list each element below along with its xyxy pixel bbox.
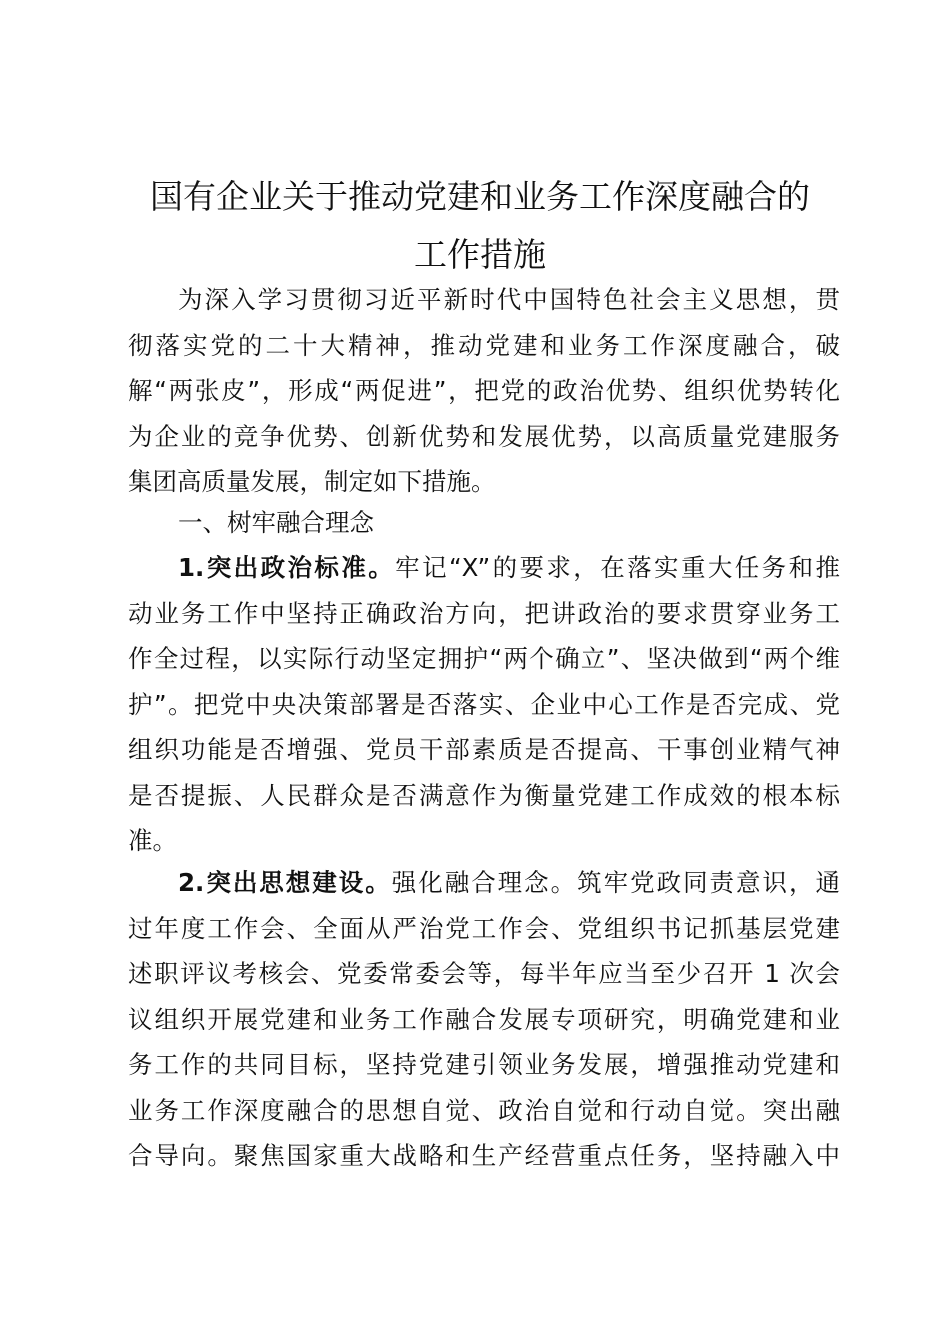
item-2-line: 议组织开展党建和业务工作融合发展专项研究，明确党建和业	[128, 1004, 840, 1034]
item-1-line: 准。	[128, 826, 177, 855]
document-title	[110, 168, 850, 284]
item-2-line: 述职评议考核会、党委常委会等，每半年应当至少召开 1 次会	[128, 959, 840, 988]
item-1-first-line	[128, 545, 840, 591]
item-2-line: 业务工作深度融合的思想自觉、政治自觉和行动自觉。突出融	[128, 1095, 840, 1125]
item-1-line: 组织功能是否增强、党员干部素质是否提高、干事创业精气神	[128, 735, 840, 764]
intro-line: 为深入学习贯彻习近平新时代中国特色社会主义思想，贯	[178, 285, 840, 314]
title-line-2: 工作措施	[414, 235, 546, 274]
item-1-paragraph	[128, 545, 840, 864]
item-2-label: 2.突出思想建设。	[178, 868, 392, 897]
item-2-first-text: 强化融合理念。筑牢党政同责意识，通	[391, 868, 840, 897]
intro-line: 集团高质量发展，制定如下措施。	[128, 467, 496, 496]
item-1-label: 1.突出政治标准。	[178, 553, 396, 582]
item-1-line: 动业务工作中坚持正确政治方向，把讲政治的要求贯穿业务工	[128, 598, 840, 628]
item-2-line: 过年度工作会、全面从严治党工作会、党组织书记抓基层党建	[128, 913, 840, 943]
item-2-paragraph	[128, 860, 840, 1179]
item-1-first-text: 牢记“X”的要求，在落实重大任务和推	[395, 553, 840, 582]
item-1-line: 护”。把党中央决策部署是否落实、企业中心工作是否完成、党	[128, 689, 840, 719]
section-heading-text: 一、树牢融合理念	[178, 508, 374, 537]
intro-line: 彻落实党的二十大精神，推动党建和业务工作深度融合，破	[128, 330, 840, 360]
intro-paragraph	[128, 277, 840, 505]
title-line-1: 国有企业关于推动党建和业务工作深度融合的	[150, 177, 810, 216]
intro-line: 解“两张皮”，形成“两促进”，把党的政治优势、组织优势转化	[128, 376, 840, 405]
item-2-line: 合导向。聚焦国家重大战略和生产经营重点任务，坚持融入中	[128, 1141, 840, 1170]
section-heading-1	[128, 500, 840, 546]
item-1-line: 是否提振、人民群众是否满意作为衡量党建工作成效的根本标	[128, 780, 840, 810]
item-1-line: 作全过程，以实际行动坚定拥护“两个确立”、坚决做到“两个维	[128, 644, 840, 673]
intro-line: 为企业的竞争优势、创新优势和发展优势，以高质量党建服务	[128, 421, 840, 451]
item-2-line: 务工作的共同目标，坚持党建引领业务发展，增强推动党建和	[128, 1050, 840, 1079]
item-2-first-line	[128, 860, 840, 906]
